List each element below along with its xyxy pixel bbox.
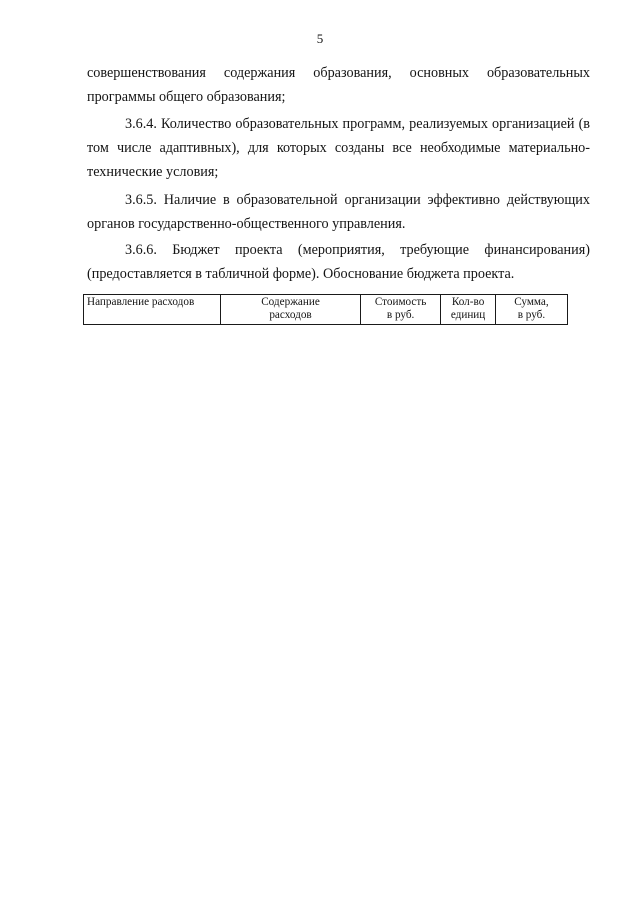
- paragraph-3-6-5: 3.6.5. Наличие в образовательной организации эффективно действующих органов государственно-общественного управления.: [87, 192, 590, 232]
- header-content-line1: Содержание: [261, 296, 320, 308]
- header-content-line2: расходов: [269, 309, 312, 321]
- page-number: 5: [316, 31, 324, 46]
- header-cost: [360, 295, 440, 325]
- header-sum-line1: Сумма,: [514, 296, 549, 308]
- header-quantity: [441, 295, 496, 325]
- header-sum: [495, 295, 567, 325]
- header-content: [221, 295, 361, 325]
- header-quantity-line2: единиц: [450, 309, 486, 321]
- header-cost-line1: Стоимость: [374, 296, 427, 308]
- budget-table: [83, 294, 568, 325]
- header-sum-line2: в руб.: [517, 309, 546, 321]
- paragraph-3-6-6: 3.6.6. Бюджет проекта (мероприятия, требующие финансирования) (предоставляется в табличной форме). Обоснование бюджета проекта.: [87, 242, 590, 282]
- paragraph-continuation: совершенствования содержания образования, основных образовательных программы общего образования;: [87, 65, 590, 105]
- budget-table-header-row: [84, 295, 568, 325]
- paragraph-3-6-4: 3.6.4. Количество образовательных программ, реализуемых организацией (в том числе адаптивных), для которых созданы все необходимые материально-технические условия;: [87, 116, 590, 180]
- header-quantity-line1: Кол-во: [451, 296, 485, 308]
- header-cost-line2: в руб.: [386, 309, 415, 321]
- header-direction: [84, 295, 221, 325]
- header-direction-label: Направление расходов: [87, 296, 195, 308]
